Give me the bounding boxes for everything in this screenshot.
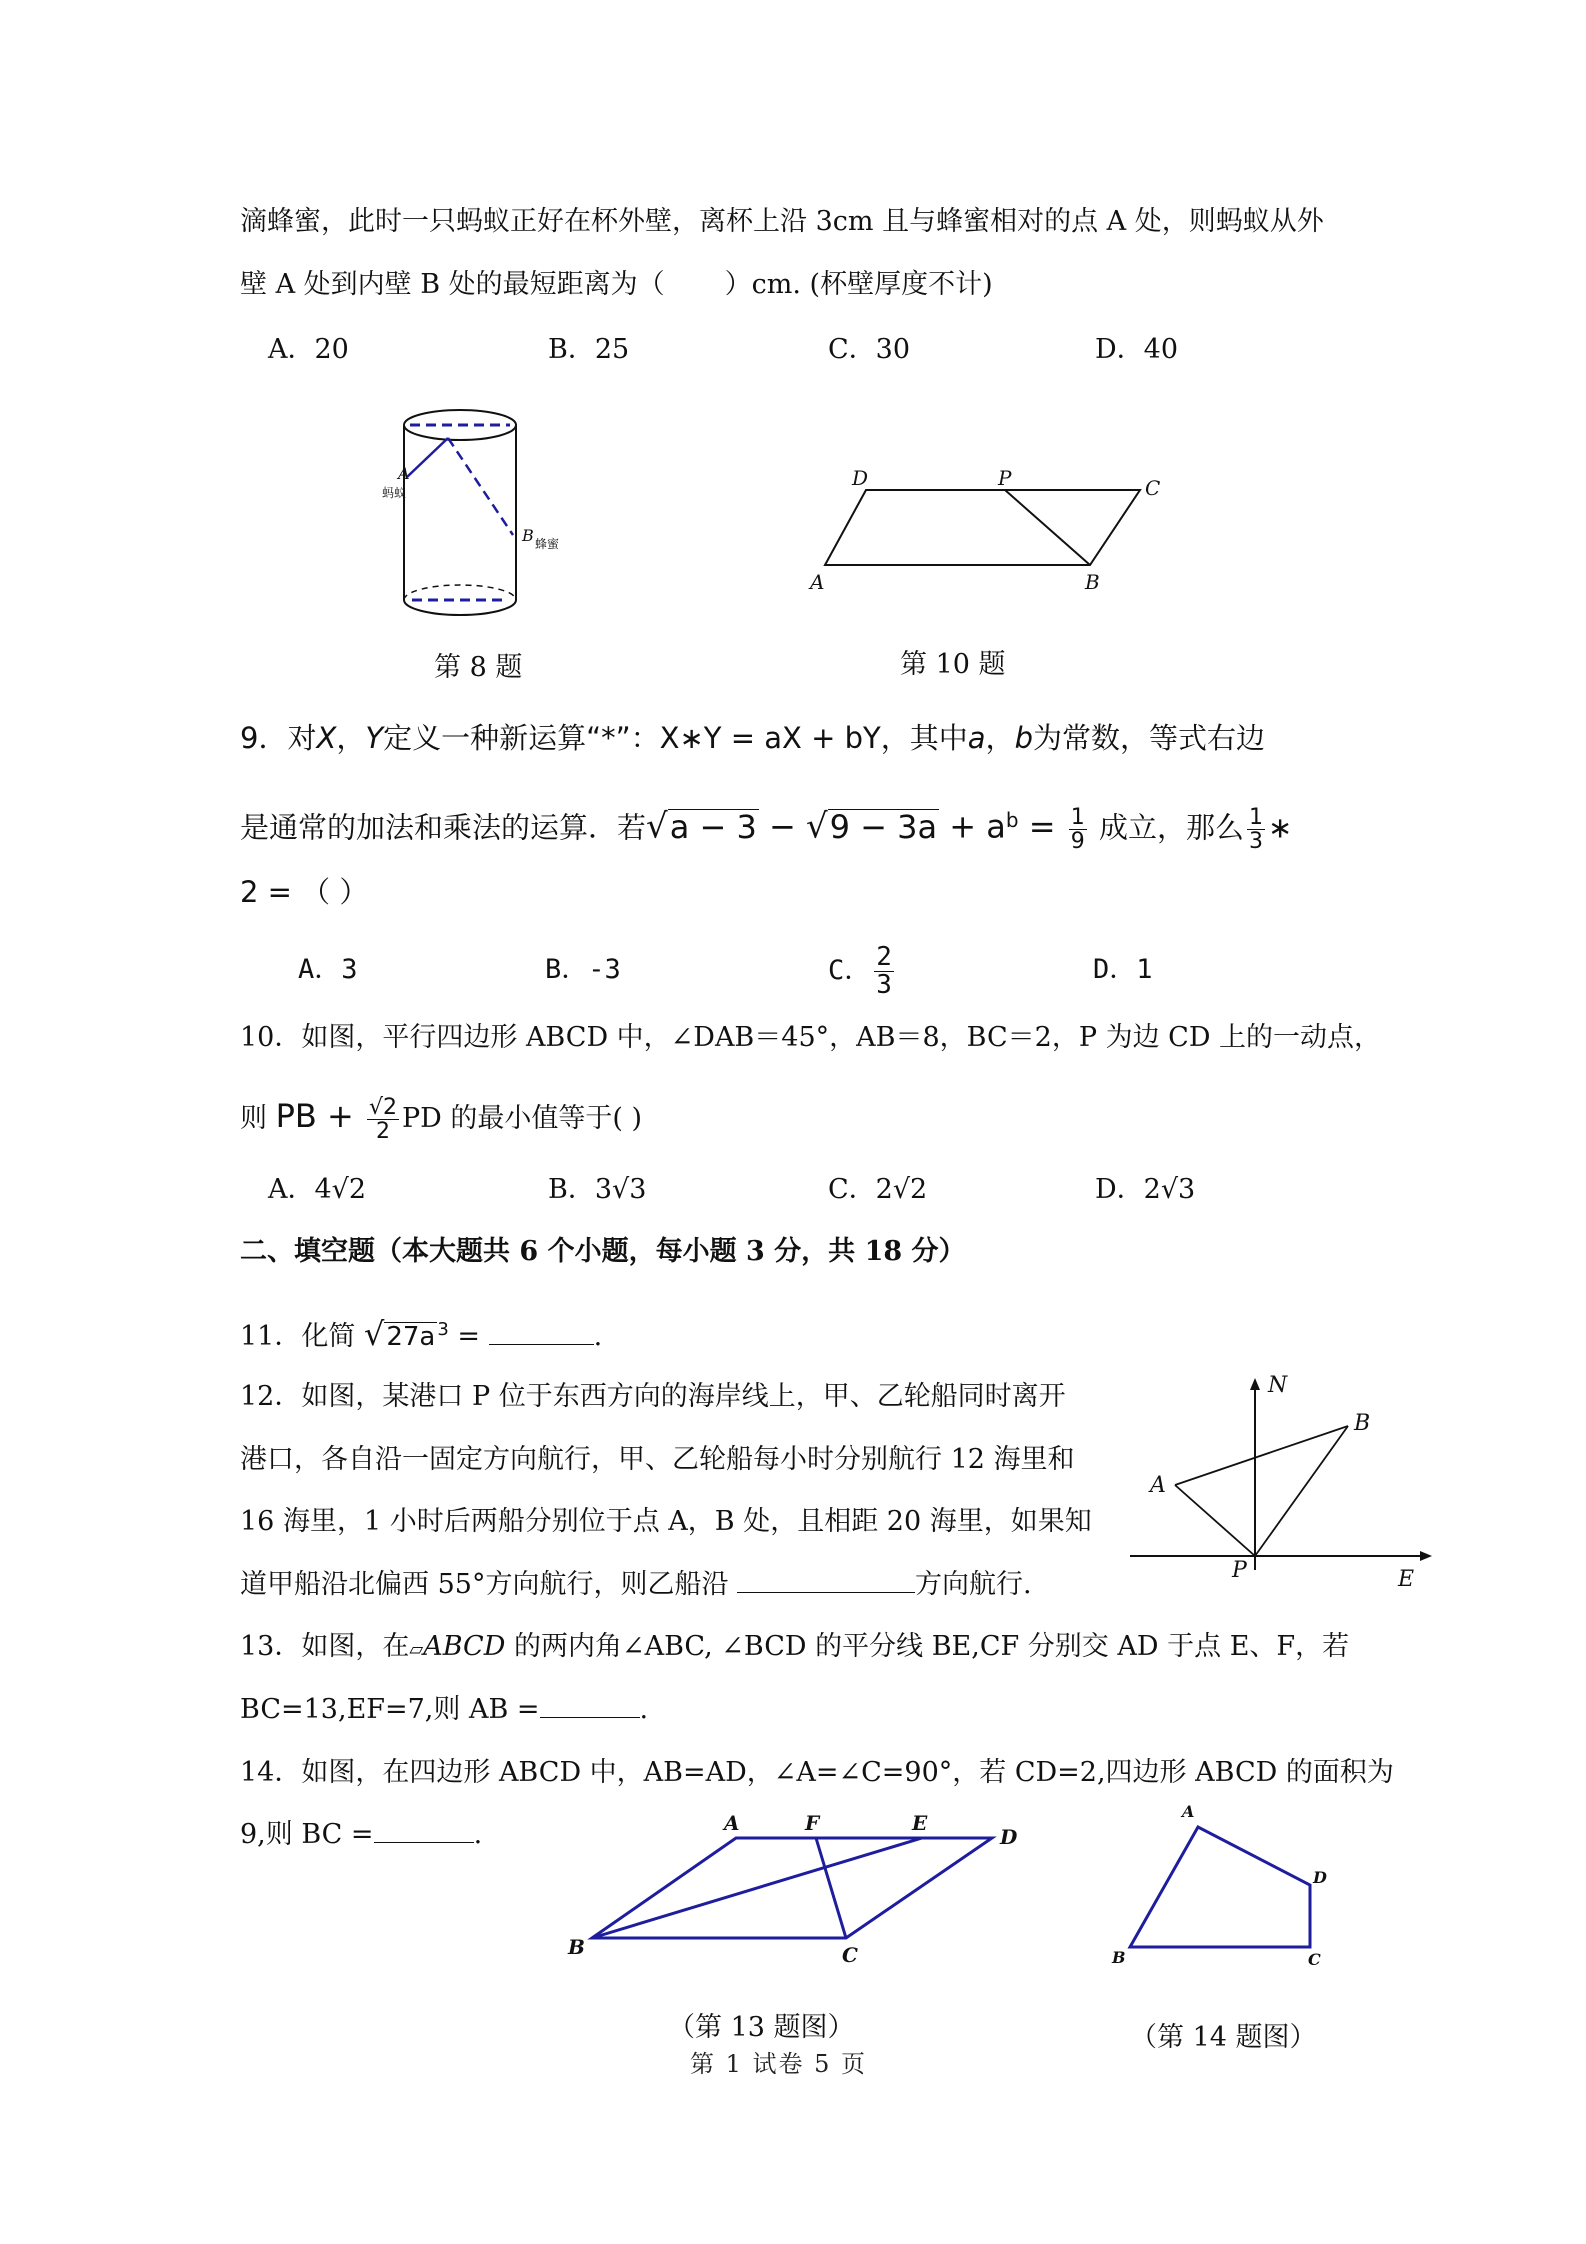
q10-frac-den: 2	[376, 1119, 390, 1144]
q12-line-2: 港口，各自沿一固定方向航行，甲、乙轮船每小时分别航行 12 海里和	[240, 1444, 1075, 1475]
q9-l1e: 为常数，等式右边	[1032, 721, 1265, 755]
q12-line-4	[240, 1565, 1032, 1605]
fig10-label-c: C	[1145, 476, 1161, 500]
q10-line-2	[240, 1085, 642, 1150]
q13-answer-blank[interactable]	[540, 1691, 640, 1718]
q12-l4a: 道甲船沿北偏西 55°方向航行，则乙船沿	[240, 1569, 738, 1600]
q9-option-d: D．1	[1093, 954, 1153, 985]
figure-14-caption: （第 14 题图）	[1130, 2022, 1317, 2053]
q9-y: Y	[365, 721, 384, 755]
q9-comma-1: ，	[336, 721, 366, 755]
figure-14-quadrilateral	[1110, 1795, 1340, 1975]
q8-line-2-a: 壁 A 处到内壁 B 处的最短距离为（	[240, 269, 665, 300]
fig13-label-d: D	[1000, 1825, 1018, 1849]
q10-pb: PB +	[275, 1097, 364, 1135]
q10-frac-num: √2	[369, 1094, 398, 1120]
q10-l2a: 则	[240, 1103, 276, 1134]
fig10-label-d: D	[852, 466, 869, 490]
figure-8-caption: 第 8 题	[434, 652, 523, 683]
q9-star: *	[601, 721, 616, 755]
section-2-heading: 二、填空题（本大题共 6 个小题，每小题 3 分，共 18 分）	[240, 1236, 966, 1267]
q14-l2a: 9,则 BC =	[240, 1819, 374, 1850]
fig12-label-p: P	[1232, 1558, 1247, 1583]
q9-radical-2: 9 − 3a	[829, 807, 938, 846]
q9-l1c: ”：	[615, 721, 660, 755]
q12-answer-blank[interactable]	[737, 1566, 915, 1593]
q13-line-2	[240, 1690, 648, 1730]
q10-l2b: PD 的最小值等于( )	[402, 1103, 643, 1134]
fig12-label-a: A	[1150, 1473, 1166, 1498]
q9-comma-2: ，	[985, 721, 1015, 755]
fig10-label-a: A	[810, 570, 825, 594]
q9-l1d: ，其中	[880, 721, 968, 755]
q13-parallelogram-symbol: ▱	[409, 1639, 424, 1660]
q9-optc-num: 2	[876, 941, 892, 972]
fig13-label-a: A	[724, 1811, 740, 1835]
q9-option-c	[828, 936, 897, 1006]
figure-8-cylinder	[360, 395, 620, 635]
q12-l4b: 方向航行.	[915, 1569, 1032, 1600]
q9-line-3: 2 = （ ）	[240, 875, 369, 909]
figure-10-caption: 第 10 题	[900, 649, 1006, 680]
q10-fraction	[367, 1096, 399, 1143]
q14-answer-blank[interactable]	[374, 1816, 474, 1843]
fig10-label-b: B	[1085, 570, 1100, 594]
q11-l1b: =	[448, 1321, 489, 1352]
q13-abcd: ABCD	[423, 1631, 506, 1662]
fig12-label-e: E	[1398, 1567, 1415, 1592]
q9-frac2-den: 3	[1248, 829, 1263, 855]
fig8-label-ant: 蚂蚁	[382, 486, 407, 500]
q14-line-2	[240, 1815, 482, 1855]
q10-line-1: 10．如图，平行四边形 ABCD 中，∠DAB＝45°，AB＝8，BC＝2，P 为边 CD 上的一动点，	[240, 1022, 1382, 1053]
q9-optc-den: 3	[876, 970, 892, 1000]
q9-frac2-num: 1	[1248, 805, 1263, 831]
q9-line-2: 是通常的加法和乘法的运算．若$√a - 3 - √9 - 3a + a^b$ = $\frac{1}{9}$ 成立，那么 $\frac{1}{3}$ ∗	[240, 805, 1293, 855]
q9-plus-a: + a	[939, 807, 1006, 846]
q14-period: .	[473, 1819, 483, 1850]
q9-option-b: B．-3	[545, 954, 621, 985]
q11-period: .	[593, 1321, 603, 1352]
figure-13-caption: （第 13 题图）	[668, 2012, 855, 2043]
figure-12-compass	[1120, 1370, 1440, 1595]
fig12-label-b: B	[1354, 1411, 1371, 1436]
q8-line-2-b: ）cm. (杯壁厚度不计)	[724, 269, 993, 300]
q9-l2a: 是通常的加法和乘法的运算．若	[240, 810, 647, 845]
q10-option-a: A．4√2	[268, 1174, 367, 1205]
q9-fraction-2	[1247, 806, 1265, 853]
q13-l2a: BC=13,EF=7,则 AB =	[240, 1694, 540, 1725]
q11-answer-blank[interactable]	[489, 1318, 594, 1345]
fig8-label-a: A	[398, 464, 410, 483]
fig10-label-p: P	[998, 466, 1012, 490]
q10-option-b: B．3√3	[548, 1174, 647, 1205]
fig14-label-c: C	[1308, 1950, 1321, 1969]
fig8-label-b: B	[522, 526, 534, 545]
q9-l2b: 成立，那么	[1089, 810, 1244, 845]
q8-option-d: D．40	[1095, 334, 1179, 365]
q9-radical-1: a − 3	[669, 807, 757, 846]
q9-line-1	[240, 718, 1265, 758]
q11-l1a: 11．化简	[240, 1321, 364, 1352]
fig14-label-d: D	[1313, 1868, 1327, 1887]
q9-formula: X∗Y = aX + bY	[659, 721, 881, 755]
q9-eq: =	[1018, 807, 1066, 846]
q10-option-d: D．2√3	[1095, 1174, 1196, 1205]
q13-period: .	[639, 1694, 649, 1725]
q9-minus: −	[758, 807, 806, 846]
q9-exp-b: b	[1005, 808, 1019, 832]
q11-exp: 3	[437, 1319, 449, 1340]
q9-option-c-fraction	[874, 941, 894, 1000]
q9-a: a	[967, 721, 986, 755]
q9-x: X	[316, 721, 337, 755]
q14-line-1: 14．如图，在四边形 ABCD 中，AB=AD，∠A=∠C=90°，若 CD=2,四边形 ABCD 的面积为	[240, 1757, 1394, 1788]
fig14-label-a: A	[1182, 1802, 1195, 1821]
q9-star-2: ∗	[1267, 810, 1293, 845]
fig13-label-f: F	[805, 1811, 820, 1835]
q8-line-2	[240, 265, 993, 305]
q9-l1b: 定义一种新运算“	[383, 721, 602, 755]
q9-option-c-label: C．	[828, 955, 872, 986]
q9-fraction	[1069, 806, 1087, 853]
q12-line-1: 12．如图，某港口 P 位于东西方向的海岸线上，甲、乙轮船同时离开	[240, 1381, 1066, 1412]
fig13-label-e: E	[912, 1811, 928, 1835]
q9-frac-num: 1	[1070, 805, 1085, 831]
figure-10-parallelogram	[800, 455, 1180, 605]
fig8-label-honey: 蜂蜜	[535, 537, 560, 551]
fig13-label-c: C	[842, 1943, 858, 1967]
figure-13-parallelogram	[560, 1808, 1040, 1978]
fig14-label-b: B	[1112, 1948, 1126, 1967]
q13-l1a: 13．如图，在	[240, 1631, 410, 1662]
q13-line-1	[240, 1627, 1349, 1670]
q11-line: 11．化简 √27a $^3$ = .	[240, 1315, 603, 1353]
q13-l1b: 的两内角∠ABC, ∠BCD 的平分线 BE,CF 分别交 AD 于点 E、F，若	[505, 1631, 1350, 1662]
q10-option-c: C．2√2	[828, 1174, 928, 1205]
fig13-label-b: B	[568, 1935, 585, 1959]
q9-b: b	[1014, 721, 1033, 755]
q8-line-1: 滴蜂蜜，此时一只蚂蚁正好在杯外壁，离杯上沿 3cm 且与蜂蜜相对的点 A 处，则蚂蚁从外	[240, 206, 1324, 237]
page-footer: 第 1 试卷 5 页	[690, 2050, 868, 2078]
q9-option-a: A．3	[298, 954, 358, 985]
q12-line-3: 16 海里，1 小时后两船分别位于点 A，B 处，且相距 20 海里，如果知	[240, 1506, 1092, 1537]
q11-radical: 27a	[386, 1322, 436, 1352]
fig12-label-n: N	[1268, 1373, 1288, 1398]
q9-l1: 9．对	[240, 721, 317, 755]
q8-option-c: C．30	[828, 334, 911, 365]
q9-frac-den: 9	[1070, 829, 1085, 855]
q8-option-a: A．20	[268, 334, 349, 365]
q8-option-b: B．25	[548, 334, 630, 365]
